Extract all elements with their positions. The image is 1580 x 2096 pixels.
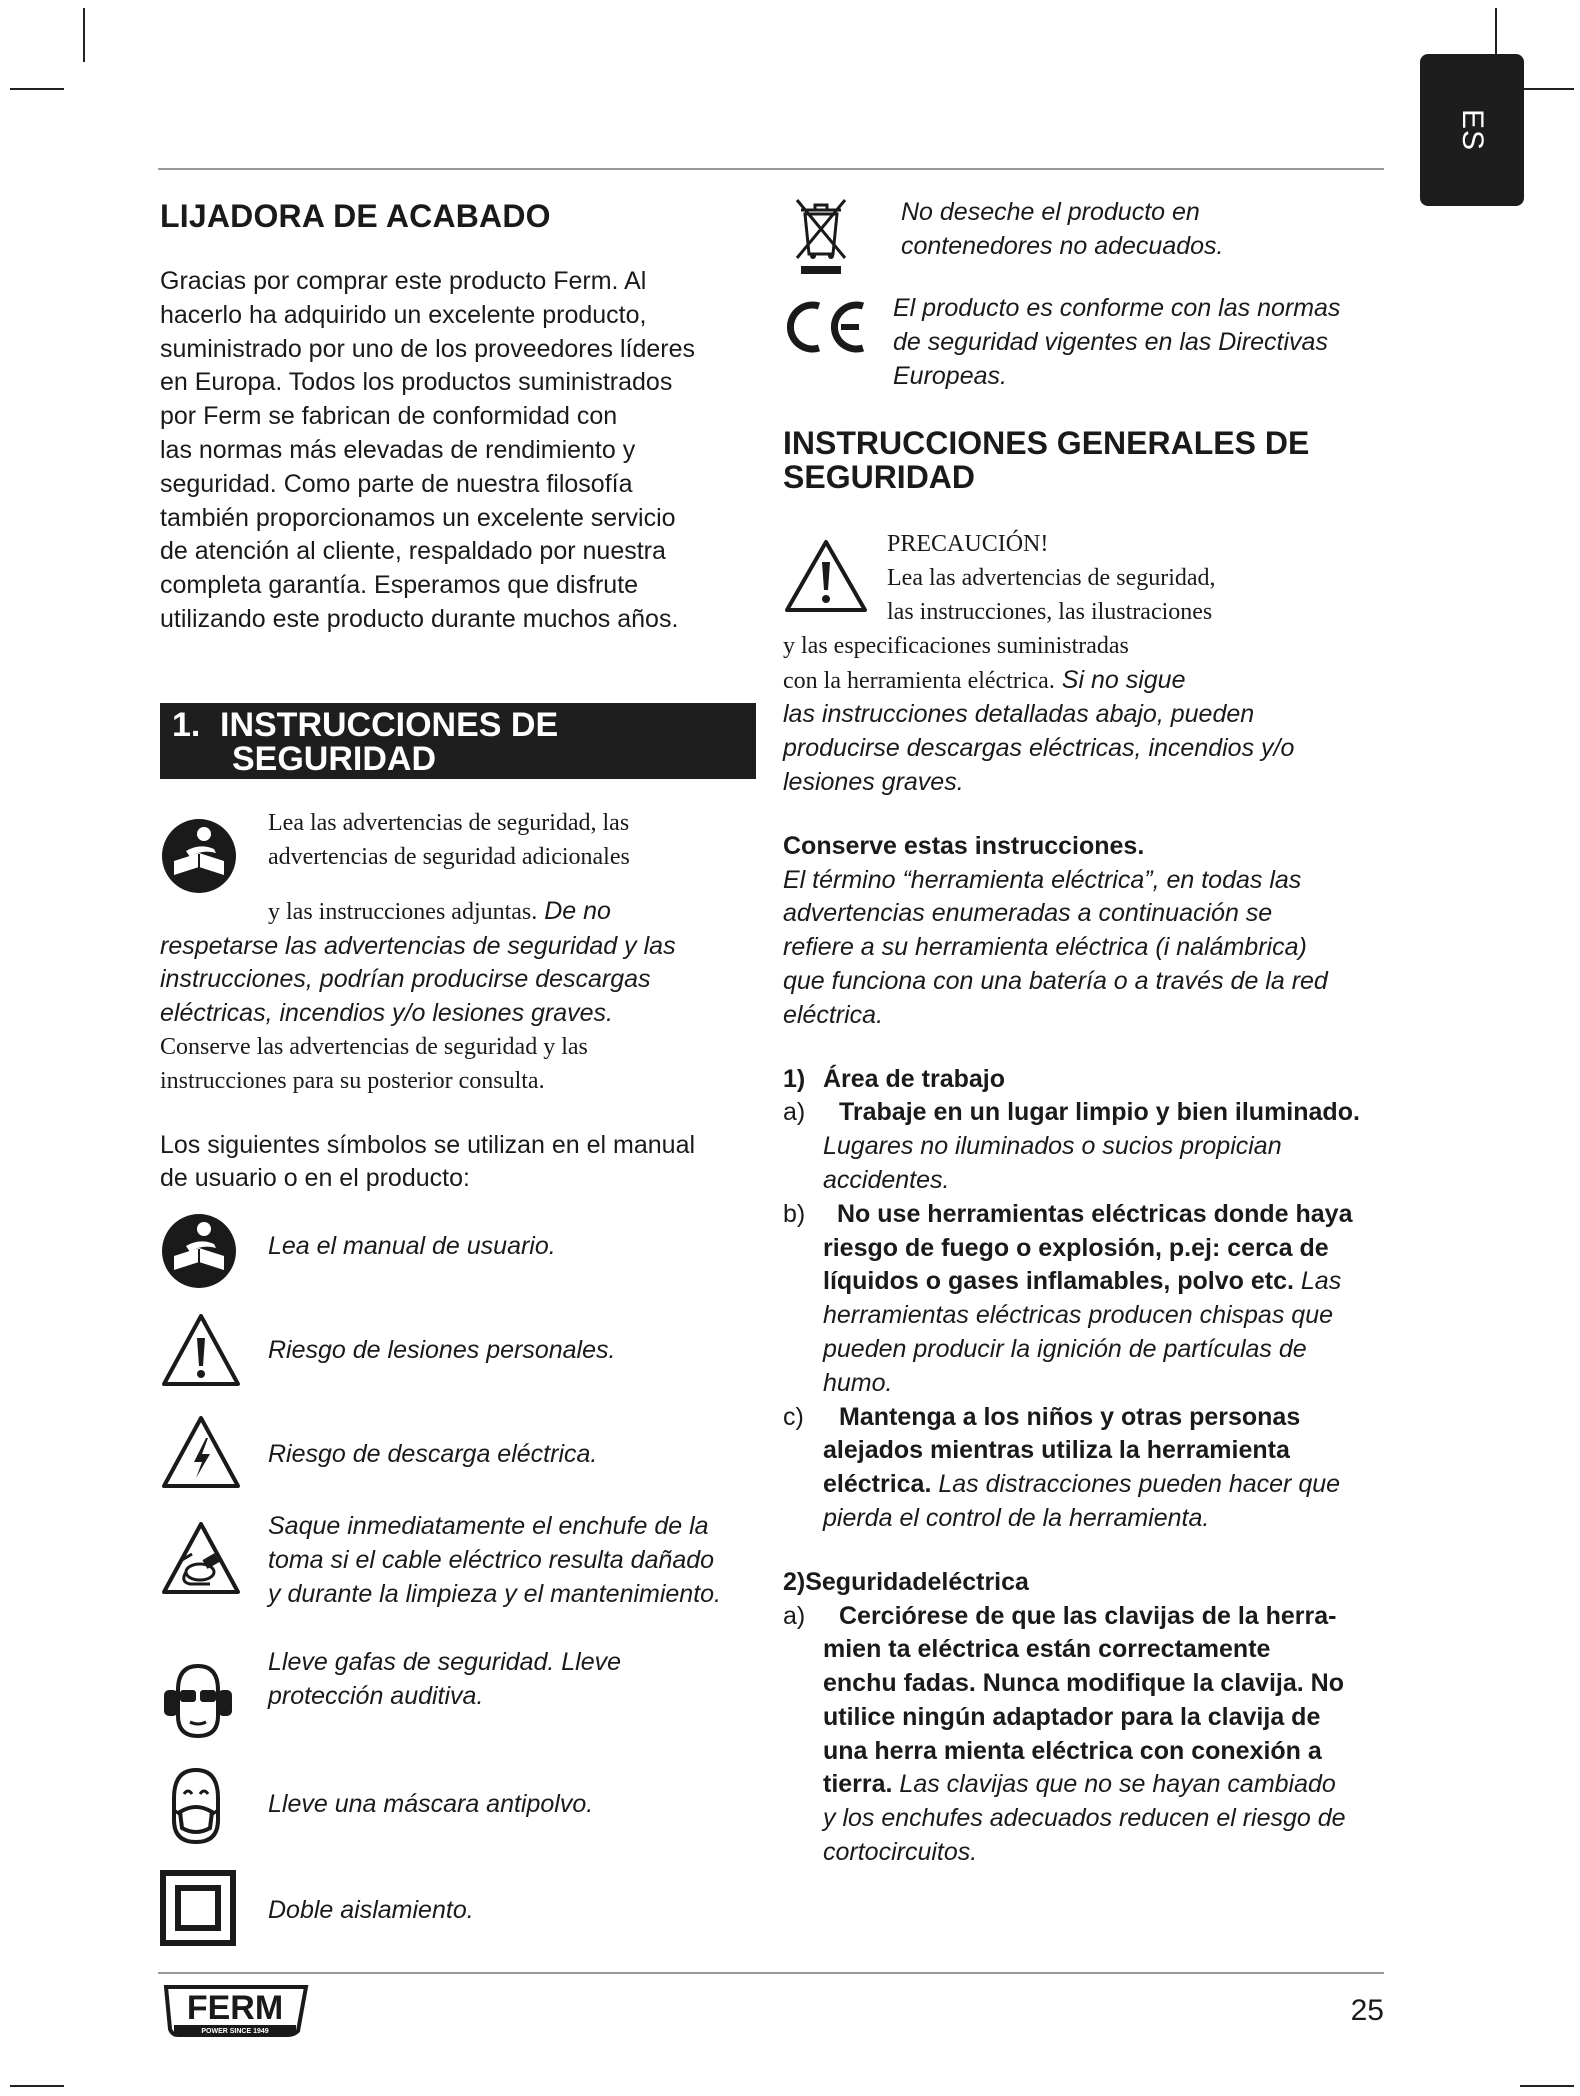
text-line: advertencias enumeradas a continuación se [783, 899, 1273, 928]
symbol-label: Doble aislamiento. [268, 1896, 474, 1925]
text-line: instrucciones, podrían producirse descargas [160, 965, 651, 994]
text-line: las normas más elevadas de rendimiento y [160, 435, 636, 464]
page-title: LIJADORA DE ACABADO [160, 198, 551, 234]
list-marker: c) [783, 1402, 804, 1431]
text-line: las instrucciones detalladas abajo, pueden [783, 700, 1255, 729]
text-line: seguridad. Como parte de nuestra filosofía [160, 469, 633, 498]
text-line: producirse descargas eléctricas, incendios y/o [783, 734, 1295, 763]
heading-line: INSTRUCCIONES GENERALES DE [783, 425, 1310, 462]
language-code: ES [1456, 108, 1489, 152]
symbol-item [160, 1212, 760, 1302]
read-warnings-row [160, 807, 760, 895]
logo-tagline: POWER SINCE 1949 [201, 2028, 269, 2035]
general-safety-heading [783, 426, 1398, 494]
text-line: cortocircuitos. [823, 1838, 978, 1867]
text-line: Lea las advertencias de seguridad, las [268, 809, 630, 836]
section-1-heading [160, 703, 756, 779]
text-line: accidentes. [823, 1165, 950, 1194]
symbol-item [160, 1764, 760, 1870]
logo-text: FERM [186, 1989, 284, 2027]
weee-bin-icon [783, 196, 901, 276]
list-marker: a) [783, 1601, 806, 1630]
language-tab [1420, 54, 1524, 206]
text-line: Mantenga a los niños y otras personas [839, 1402, 1301, 1431]
text-line: eléctrica. [823, 1470, 932, 1499]
text-line: respetarse las advertencias de seguridad y las [160, 931, 676, 960]
text-line: Conserve las advertencias de seguridad y las [160, 1033, 588, 1060]
precaution-row [783, 528, 1398, 629]
term-paragraph [783, 864, 1398, 1033]
precaution-block [783, 528, 1398, 799]
page-number: 25 [1350, 1994, 1384, 2027]
ce-row [783, 292, 1398, 393]
right-column [783, 196, 1398, 1870]
section-number: 1. [172, 705, 201, 744]
text-line: utilice ningún adaptador para la clavija de [823, 1702, 1321, 1731]
text-line: Europeas. [893, 361, 1007, 390]
text-line: de seguridad vigentes en las Directivas [893, 327, 1328, 356]
text-line: utilizando este producto durante muchos años. [160, 604, 679, 633]
text-line: instrucciones para su posterior consulta. [160, 1067, 545, 1094]
text-line: No deseche el producto en [901, 198, 1200, 226]
section-title-line: SEGURIDAD [232, 739, 437, 778]
text-line: Las clavijas que no se hayan cambiado [892, 1770, 1336, 1799]
symbol-item [160, 1414, 760, 1510]
ce-mark-icon [783, 292, 893, 354]
symbol-item [160, 1646, 760, 1748]
list-marker: b) [783, 1199, 806, 1228]
symbol-label: Saque inmediatamente el enchufe de la [268, 1512, 709, 1541]
list-marker: 1) [783, 1064, 806, 1093]
crop-mark [1520, 2085, 1574, 2087]
text-line: mien ta eléctrica están correctamente [823, 1635, 1271, 1664]
text-line: por Ferm se fabrican de conformidad con [160, 402, 618, 431]
symbols-intro [160, 1129, 760, 1197]
text-line: hacerlo ha adquirido un excelente producto, [160, 300, 647, 329]
text-line: y los enchufes adecuados reducen el riesgo de [823, 1804, 1346, 1833]
text-line: De no [537, 896, 611, 925]
subsection-heading: Área de trabajo [823, 1064, 1006, 1093]
symbol-label: protección auditiva. [268, 1681, 484, 1710]
read-manual-icon [160, 807, 256, 895]
warning-triangle-icon [783, 528, 887, 614]
ferm-logo [160, 1983, 310, 2041]
list-item [783, 1198, 1398, 1401]
text-line: herramientas eléctricas producen chispas que [823, 1301, 1333, 1330]
text-line: una herra mienta eléctrica con conexión a [823, 1736, 1322, 1765]
unplug-icon [160, 1510, 256, 1596]
symbol-item [160, 1312, 760, 1414]
text-line: Trabaje en un lugar limpio y bien iluminado. [839, 1098, 1360, 1127]
symbol-label: Lea el manual de usuario. [268, 1232, 556, 1261]
electrical-safety-section [783, 1566, 1398, 1870]
heading-line: SEGURIDAD [783, 459, 976, 496]
text-line: y las especificaciones suministradas [783, 632, 1129, 659]
section-title-line: INSTRUCCIONES DE [220, 705, 559, 744]
crop-mark [83, 8, 85, 62]
symbol-label: Lleve gafas de seguridad. Lleve [268, 1648, 622, 1677]
subsection-heading: 2)Seguridadeléctrica [783, 1567, 1029, 1596]
text-line: alejados mientras utiliza la herramienta [823, 1436, 1290, 1465]
text-line: riesgo de fuego o explosión, p.ej: cerca de [823, 1233, 1329, 1262]
text-line: Gracias por comprar este producto Ferm. Al [160, 267, 647, 295]
list-item [783, 1096, 1398, 1197]
text-line: Lugares no iluminados o sucios propician [823, 1132, 1282, 1161]
symbol-item [160, 1870, 760, 1960]
text-line: suministrado por uno de los proveedores líderes [160, 334, 696, 363]
goggles-earmuffs-icon [160, 1646, 256, 1740]
text-line: Lea las advertencias de seguridad, [887, 565, 1216, 592]
precaution-label: PRECAUCIÓN! [887, 531, 1049, 558]
text-line: enchu fadas. Nunca modifique la clavija. No [823, 1669, 1344, 1698]
symbol-label: toma si el cable eléctrico resulta dañado [268, 1545, 715, 1574]
text-line: lesiones graves. [783, 767, 964, 796]
symbol-label: Riesgo de descarga eléctrica. [268, 1440, 598, 1469]
text-line: El producto es conforme con las normas [893, 294, 1341, 322]
text-line: en Europa. Todos los productos suministrados [160, 368, 673, 397]
text-line: de atención al cliente, respaldado por nuestra [160, 537, 666, 566]
double-insulation-icon [160, 1870, 256, 1946]
list-marker: a) [783, 1098, 806, 1127]
work-area-section [783, 1063, 1398, 1536]
text-line: Si no sigue [1054, 665, 1186, 694]
text-line: de usuario o en el producto: [160, 1164, 470, 1193]
text-line: No use herramientas eléctricas donde haya [837, 1199, 1353, 1228]
text-line: también proporcionamos un excelente servicio [160, 503, 676, 532]
symbol-list [160, 1212, 760, 1960]
text-line: Las [1293, 1267, 1342, 1296]
text-line: contenedores no adecuados. [901, 231, 1224, 260]
crop-mark [10, 2085, 64, 2087]
text-line: refiere a su herramienta eléctrica (i nalámbrica) [783, 933, 1307, 962]
crop-mark [1520, 88, 1574, 90]
symbol-label: Riesgo de lesiones personales. [268, 1336, 616, 1365]
symbol-item [160, 1510, 760, 1640]
text-line: Las distracciones pueden hacer que [931, 1470, 1341, 1499]
list-item [783, 1600, 1398, 1870]
dust-mask-icon [160, 1764, 256, 1846]
disposal-row [783, 196, 1398, 276]
footer-rule [158, 1972, 1384, 1974]
left-column [160, 196, 760, 1960]
text-line: El término “herramienta eléctrica”, en todas las [783, 865, 1302, 894]
text-line: tierra. [823, 1770, 893, 1799]
text-line: Los siguientes símbolos se utilizan en el manual [160, 1130, 696, 1159]
text-line: eléctrica. [783, 1000, 884, 1029]
text-line: líquidos o gases inflamables, polvo etc. [823, 1267, 1294, 1296]
text-line: con la herramienta eléctrica. [783, 667, 1055, 694]
electric-shock-icon [160, 1414, 256, 1490]
read-manual-icon [160, 1212, 256, 1290]
text-line: completa garantía. Esperamos que disfrute [160, 571, 639, 600]
conserve-heading: Conserve estas instrucciones. [783, 831, 1145, 860]
text-line: Cerciórese de que las clavijas de la herra- [839, 1601, 1337, 1630]
symbol-label: Lleve una máscara antipolvo. [268, 1790, 594, 1819]
text-line: eléctricas, incendios y/o lesiones graves. [160, 999, 614, 1028]
text-line: y las instrucciones adjuntas. [268, 898, 538, 925]
text-line: advertencias de seguridad adicionales [268, 843, 630, 870]
read-warnings-block [160, 807, 760, 1099]
text-line: pueden producir la ignición de partículas de [823, 1334, 1307, 1363]
text-line: pierda el control de la herramienta. [823, 1503, 1210, 1532]
text-line: las instrucciones, las ilustraciones [887, 598, 1213, 625]
text-line: humo. [823, 1368, 893, 1397]
header-rule [158, 168, 1384, 170]
intro-paragraph [160, 265, 760, 637]
list-item [783, 1401, 1398, 1536]
text-line: que funciona con una batería o a través de la red [783, 966, 1328, 995]
warning-triangle-icon [160, 1312, 256, 1388]
symbol-label: y durante la limpieza y el mantenimiento. [268, 1579, 722, 1608]
crop-mark [10, 88, 64, 90]
